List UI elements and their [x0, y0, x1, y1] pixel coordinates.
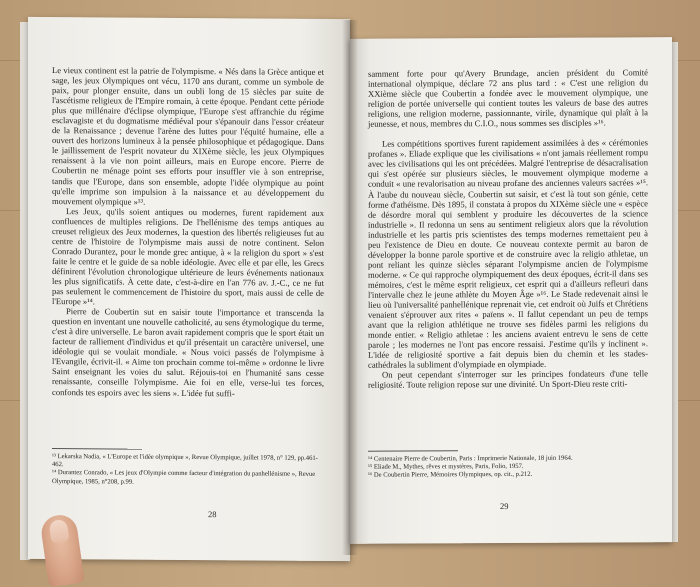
right-page-footnotes [368, 449, 648, 480]
paragraph: Les Jeux, qu'ils soient antiques ou modernes, furent rapidement aux confluences de multiples religions. De l'hellénisme des temps antiques au creuset religieux des Jeux modernes, la question des libertés religieuses fut au centre de l'histoire de l'olympisme mais aussi de notre continent. Selon Conrado Durantez, pour le monde grec antique, à « la religion du sport » s'est faite le centre et le guide de sa noble idéologie. Avec elle et par elle, les Grecs définirent l'évolution chronologique ultérieure de leurs événements nationaux les plus significatifs. À cette date, c'est-à-dire en l'an 776 av. J.-C., ce ne fut pas seulement le commencement de l'histoire du sport, mais aussi de celle de l'Europe »¹⁴. [52, 205, 324, 307]
left-page [28, 17, 350, 561]
right-page [350, 37, 672, 544]
left-page-footnotes [52, 448, 324, 488]
right-page-body [368, 67, 648, 390]
left-page-body [52, 65, 324, 398]
footnote: ¹⁶ De Coubertin Pierre, Mémoires Olympiques, op. cit., p.212. [368, 471, 533, 480]
paragraph: Les compétitions sportives furent rapidement assimilées à des « cérémonies profanes ». Eliade explique que les civilisations « n'ont jamais réellement rompu avec les civilisations qui les ont précédées. Malgré l'entreprise de désacralisation qui s'est opérée sur plusieurs siècles, le mouvement olympique moderne a conduit « une revalorisation au niveau profane des anciennes valeurs sacrées »¹⁵. À l'aube du nouveau siècle, Coubertin sut saisir, et c'est là tout son génie, cette forme d'athéisme. Dès 1895, il constata à propos du XIXème siècle une « espèce de désordre moral qui semblent y produire les découvertes de la science industrielle ». Il redonna un sens au sentiment religieux alors que la révolution industrielle et les partis pris scientistes des temps modernes remettaient peu à peu l'existence de Dieu en doute. Ce nouveau contexte permit au baron de développer la bonne parole sportive et de construire avec la religio athletae, un pont reliant les quinze siècles séparant l'olympisme ancien de l'olympisme moderne. « Ce qui rapproche olympiquement des deux époques, écrit-il dans ses mémoires, c'est le même esprit religieux, cet esprit qui a d'ailleurs refleuri dans l'intervalle chez le jeune athlète du Moyen Âge »¹⁶. Le Stade redevenait ainsi le lieu où l'universalité panhellénique reprenait vie, cet endroit où Juifs et Chrétiens venaient s'éprouver aux rites « païens ». Il fallut cependant un peu de temps avant que la religion athlétique ne trouve ses fidèles parmi les religions du monde entier. « Religio athletae : les anciens avaient entrevu le sens de cette parole ; les modernes ne l'ont pas encore ressaisi. J'estime qu'ils y inclinent ». L'idée de religiosité sportive a fait depuis bien du chemin et les stades-cathédrales la subliment d'olympiade en olympiade. [368, 137, 648, 371]
book-gutter-shadow [342, 20, 358, 555]
footnote: ¹³ Lekarska Nadia, « L'Europe et l'idée olympique », Revue Olympique, juillet 1978, n° 129, pp.461-462. [52, 453, 318, 469]
page-number: 28 [208, 509, 217, 520]
page-number: 29 [500, 501, 509, 512]
footnote: ¹⁴ Durantez Conrado, « Les jeux d'Olympie comme facteur d'intégration du panhellénisme », Revue Olympique, 1985, n°208, p.99. [52, 469, 316, 486]
paragraph: Pierre de Coubertin sut en saisir toute l'importance et transcenda la question en inventant une nouvelle catholicité, au sens étymologique du terme, c'est à dire universelle. Le baron avait rapidement compris que le sport était un facteur de ralliement d'individus et qu'il présentait un caractère universel, une idéologie qui se voulait mondiale. « Nous voici passés de l'olympisme à l'Evangile, écrivit-il. « Aime ton prochain comme toi-même » ordonne le livre Saint enseignant les voies du salut. Réjouis-toi en l'humanité sans cesse renaissante, conseille l'olympisme. Aie foi en elle, verse-lui tes forces, confonds tes espoirs avec les siens ». L'idée fut suffi- [52, 306, 324, 398]
footnote: ¹⁵ Eliade M., Mythes, rêves et mystères, Paris, Folio, 1957. [368, 463, 524, 471]
footnote-rule [52, 448, 142, 450]
paragraph: Le vieux continent est la patrie de l'olympisme. « Nés dans la Grèce antique et sage, les jeux Olympiques ont vécu, 1170 ans durant, comme un symbole de paix, pour plonger ensuite, dans un oubli long de 15 siècles par suite de l'ascétisme religieux de l'Empire romain, à cette époque. Pendant cette période plus que millénaire d'éclipse olympique, l'Europe s'est affranchie du régime esclavagiste et du dogmatisme médiéval pour s'épanouir dans l'essor créateur de la Renaissance ; devenue l'arène des luttes pour l'équité humaine, elle a ouvert des horizons lumineux à la pensée philosophique et pédagogique. Dans le jaillissement de l'esprit novateur du XIXème siècle, les jeux Olympiques renaissent à la vie non point ailleurs, mais en Europe encore. Pierre de Coubertin ne ménage point ses efforts pour insuffler vie à son entreprise, tandis que l'Europe, dans son ensemble, adopte l'idée olympique au point qu'elle imprime son impulsion à la naissance et au développement du mouvement olympique »¹³. [52, 65, 324, 207]
paragraph: samment forte pour qu'Avery Brundage, ancien président du Comité international olympique, déclare 72 ans plus tard : « C'est une religion du XXième siècle que Coubertin a fondée avec le mouvement olympique, une religion de portée universelle qui contient toutes les valeurs de base des autres religions, une religion moderne, passionnante, virile, dynamique qui plaît à la jeunesse, et nous, membres du C.I.O., nous sommes ses disciples »¹⁶. [368, 67, 648, 129]
footnote: ¹⁴ Centenaire Pierre de Coubertin, Paris : Imprimerie Nationale, 18 juin 1964. [368, 454, 573, 463]
footnote-rule [368, 450, 458, 451]
paragraph: On peut cependant s'interroger sur les principes fondateurs d'une telle religiosité. Toute religion repose sur une divinité. Un Sport-Dieu reste criti- [368, 368, 648, 391]
